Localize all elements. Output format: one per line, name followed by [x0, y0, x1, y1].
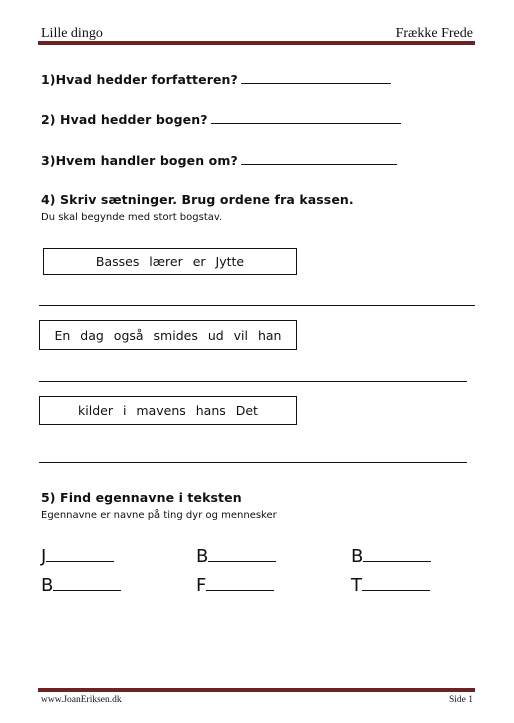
answer-line-1[interactable]: [241, 71, 391, 84]
footer-divider: [38, 688, 475, 692]
word-box-1: Basses lærer er Jytte: [43, 248, 297, 275]
letter-blank-4[interactable]: [41, 575, 121, 596]
letter-blank-3[interactable]: [351, 546, 431, 567]
question-2: [41, 111, 401, 127]
question-4-instruction: Du skal begynde med stort bogstav.: [41, 212, 223, 223]
letter-blank-5[interactable]: [196, 575, 274, 596]
letter-2: B: [196, 546, 209, 567]
letter-5: F: [196, 575, 207, 596]
question-1: [41, 71, 391, 87]
header-left-title: Lille dingo: [41, 26, 103, 41]
question-5-instruction: Egennavne er navne på ting dyr og mennesker: [41, 510, 277, 521]
letter-line-1[interactable]: [46, 547, 114, 562]
letter-line-4[interactable]: [53, 576, 121, 591]
letter-1: J: [41, 546, 47, 567]
letter-line-2[interactable]: [208, 547, 276, 562]
letter-4: B: [41, 575, 54, 596]
letter-line-5[interactable]: [206, 576, 274, 591]
question-2-text: 2) Hvad hedder bogen?: [41, 112, 208, 127]
letter-3: B: [351, 546, 364, 567]
letter-blank-6[interactable]: [351, 575, 430, 596]
footer-website: www.JoanEriksen.dk: [41, 695, 122, 705]
header-divider: [38, 41, 475, 45]
writing-line-3[interactable]: [39, 462, 467, 463]
question-1-text: 1)Hvad hedder forfatteren?: [41, 72, 238, 87]
answer-line-3[interactable]: [241, 152, 397, 165]
word-box-3: kilder i mavens hans Det: [39, 396, 297, 425]
question-3-text: 3)Hvem handler bogen om?: [41, 153, 238, 168]
question-3: [41, 152, 397, 168]
letter-blank-1[interactable]: [41, 546, 114, 567]
answer-line-2[interactable]: [211, 111, 401, 124]
header-right-title: Frække Frede: [395, 26, 473, 41]
letter-blank-2[interactable]: [196, 546, 276, 567]
question-4-text: 4) Skriv sætninger. Brug ordene fra kassen.: [41, 192, 354, 207]
letter-line-3[interactable]: [363, 547, 431, 562]
footer-page-number: Side 1: [448, 695, 473, 705]
question-5-text: 5) Find egennavne i teksten: [41, 490, 242, 505]
letter-6: T: [351, 575, 362, 596]
letter-line-6[interactable]: [362, 576, 430, 591]
writing-line-1[interactable]: [39, 305, 475, 306]
word-box-2: En dag også smides ud vil han: [39, 320, 297, 350]
writing-line-2[interactable]: [39, 381, 467, 382]
